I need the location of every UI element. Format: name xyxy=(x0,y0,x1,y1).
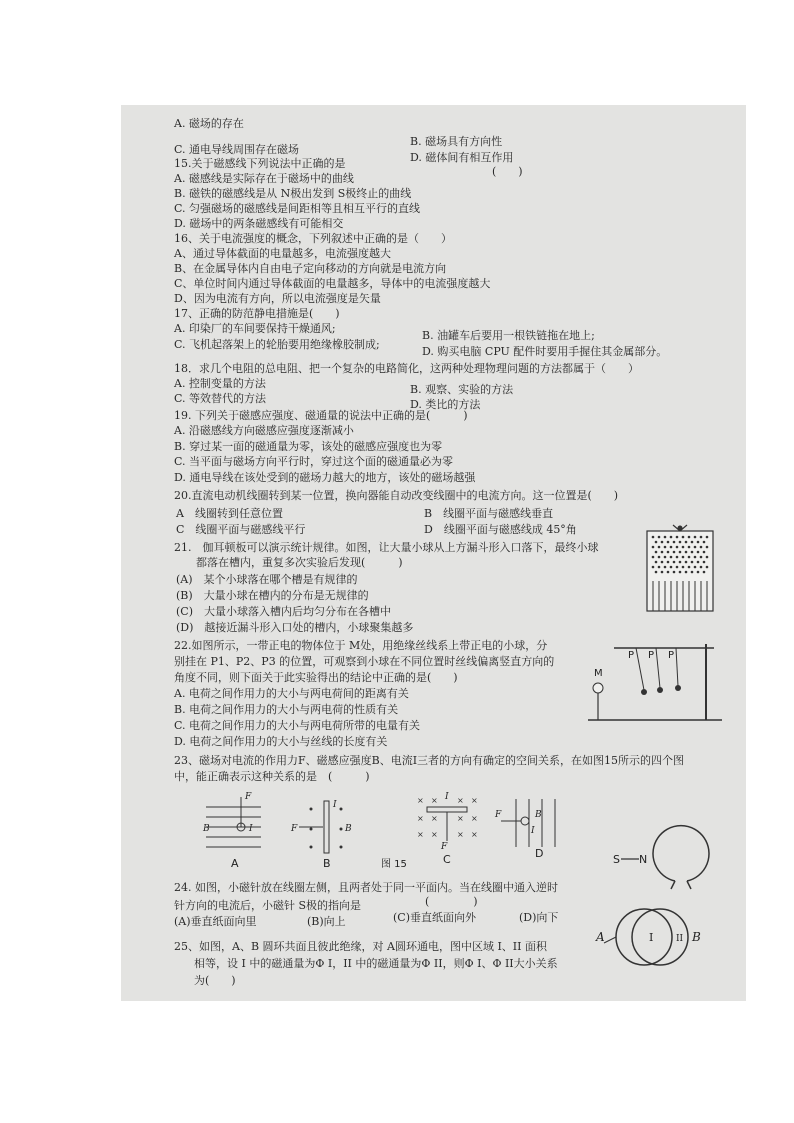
svg-text:×: × xyxy=(471,814,478,823)
q24-stem-2: 针方向的电流后，小磁针 S极的指向是 xyxy=(174,899,362,912)
fig15-d-f: F xyxy=(495,810,502,820)
fig15-label-a: A xyxy=(231,857,239,870)
svg-text:×: × xyxy=(417,796,424,805)
q24-option-d: (D)向下 xyxy=(519,911,559,924)
fig15-b-f: F xyxy=(291,824,298,834)
q20-option-c: C 线圈平面与磁感线平行 xyxy=(176,523,306,536)
q17-option-a: A. 印染厂的车间要保持干燥通风; xyxy=(174,322,336,335)
q25-stem-2: 相等，设 I 中的磁通量为Φ I，II 中的磁通量为Φ II，则Φ I、Φ II大小关系 xyxy=(194,957,558,970)
q17-option-d: D. 购买电脑 CPU 配件时要用手握住其金属部分。 xyxy=(422,345,668,358)
fig15-a-i: I xyxy=(249,824,253,834)
q20-option-b: B 线圈平面与磁感线垂直 xyxy=(424,507,554,520)
q24-answer-blank: ( ) xyxy=(425,895,478,908)
svg-text:×: × xyxy=(457,814,464,823)
ring-a-label: A xyxy=(596,930,605,944)
p-label-1: P xyxy=(628,650,635,661)
q25-stem-1: 25、如图，A、B 圆环共面且彼此绝缘，对 A圆环通电，图中区域 I、II 面积 xyxy=(174,940,547,953)
q18-option-a: A. 控制变量的方法 xyxy=(174,377,266,390)
svg-text:×: × xyxy=(471,830,478,839)
q21-stem-1: 21. 伽耳顿板可以演示统计规律。如图，让大量小球从上方漏斗形入口落下，最终小球 xyxy=(174,541,599,554)
q18-option-b: B. 观察、实验的方法 xyxy=(410,383,514,396)
q17-option-b: B. 油罐车后要用一根铁链拖在地上; xyxy=(422,329,595,342)
galton-board-figure xyxy=(645,525,715,613)
q21-option-d: (D) 越接近漏斗形入口处的槽内，小球聚集越多 xyxy=(176,621,414,634)
p-label-3: P xyxy=(668,650,675,661)
q21-option-a: (A) 某个小球落在哪个槽是有规律的 xyxy=(176,573,358,586)
region-ii-label: II xyxy=(676,934,684,944)
q14-option-a: A. 磁场的存在 xyxy=(174,117,244,130)
fig15-b-i: I xyxy=(333,800,337,810)
p-label-2: P xyxy=(648,650,655,661)
q23-stem-2: 中，能正确表示这种关系的是 ( ) xyxy=(174,770,370,783)
region-i-label: I xyxy=(649,931,654,944)
q22-stem-1: 22.如图所示，一带正电的物体位于 M处，用绝缘丝线系上带正电的小球，分 xyxy=(174,639,548,652)
q19-option-d: D. 通电导线在该处受到的磁场力越大的地方，该处的磁场越强 xyxy=(174,471,476,484)
q22-stem-3: 角度不同，则下面关于此实验得出的结论中正确的是( ) xyxy=(174,671,458,684)
q19-option-c: C. 当平面与磁场方向平行时，穿过这个面的磁通量必为零 xyxy=(174,455,454,468)
fig15-a-f: F xyxy=(245,792,252,802)
figure-15 xyxy=(191,787,571,869)
q17-stem: 17、正确的防范静电措施是( ) xyxy=(174,307,340,320)
q19-option-a: A. 沿磁感线方向磁感应强度逐渐减小 xyxy=(174,424,354,437)
q25-stem-3: 为( ) xyxy=(194,974,236,987)
fig15-c-i: I xyxy=(445,792,449,802)
q21-option-b: (B) 大量小球在槽内的分布是无规律的 xyxy=(176,589,369,602)
q16-option-a: A、通过导体截面的电量越多，电流强度越大 xyxy=(174,247,391,260)
q19-stem: 19. 下列关于磁感应强度、磁通量的说法中正确的是( ) xyxy=(174,409,468,422)
svg-text:×: × xyxy=(417,830,424,839)
q14-option-b: B. 磁场具有方向性 xyxy=(410,135,503,148)
q15-stem: 15.关于磁感线下列说法中正确的是 xyxy=(174,157,346,170)
q22-option-b: B. 电荷之间作用力的大小与两电荷的性质有关 xyxy=(174,703,399,716)
q15-option-c: C. 匀强磁场的磁感线是间距相等且相互平行的直线 xyxy=(174,202,421,215)
q19-option-b: B. 穿过某一面的磁通量为零，该处的磁感应强度也为零 xyxy=(174,440,443,453)
q15-option-d: D. 磁场中的两条磁感线有可能相交 xyxy=(174,217,344,230)
fig15-label-b: B xyxy=(323,857,331,870)
magnet-coil-figure xyxy=(609,821,699,891)
magnet-n-label: N xyxy=(639,853,648,866)
q18-option-c: C. 等效替代的方法 xyxy=(174,392,267,405)
q20-option-d: D 线圈平面与磁感线成 45°角 xyxy=(424,523,577,536)
exam-page-photo xyxy=(121,105,746,1001)
fig15-d-i: I xyxy=(531,826,535,836)
q23-stem-1: 23、磁场对电流的作用力F、磁感应强度B、电流I三者的方向有确定的空间关系，在如图15所示的四个图 xyxy=(174,754,685,767)
q15-option-a: A. 磁感线是实际存在于磁场中的曲线 xyxy=(174,172,354,185)
q16-stem: 16、关于电流强度的概念，下列叙述中正确的是（ ） xyxy=(174,232,452,245)
q14-option-c: C. 通电导线周围存在磁场 xyxy=(174,143,300,156)
q15-option-b: B. 磁铁的磁感线是从 N极出发到 S极终止的曲线 xyxy=(174,187,412,200)
fig15-c-f: F xyxy=(441,842,448,852)
svg-text:×: × xyxy=(431,830,438,839)
q18-stem: 18．求几个电阻的总电阻、把一个复杂的电路简化，这两种处理物理问题的方法都属于（ ） xyxy=(174,362,639,375)
svg-text:×: × xyxy=(417,814,424,823)
q15-answer-blank: ( ) xyxy=(492,165,523,178)
q16-option-d: D、因为电流有方向，所以电流强度是矢量 xyxy=(174,292,381,305)
fig15-b-b: B xyxy=(345,824,352,834)
q22-option-d: D. 电荷之间作用力的大小与丝线的长度有关 xyxy=(174,735,388,748)
magnet-s-label: S xyxy=(613,853,620,866)
svg-text:×: × xyxy=(431,796,438,805)
fig15-label-d: D xyxy=(535,847,544,860)
m-label: M xyxy=(594,668,603,679)
q18-option-d: D. 类比的方法 xyxy=(410,398,481,411)
q16-option-b: B、在金属导体内自由电子定向移动的方向就是电流方向 xyxy=(174,262,447,275)
q22-option-c: C. 电荷之间作用力的大小与两电荷所带的电量有关 xyxy=(174,719,421,732)
svg-text:×: × xyxy=(471,796,478,805)
ring-b-label: B xyxy=(692,930,701,944)
fig15-label-c: C xyxy=(443,853,451,866)
q22-option-a: A. 电荷之间作用力的大小与两电荷间的距离有关 xyxy=(174,687,409,700)
q16-option-c: C、单位时间内通过导体截面的电量越多，导体中的电流强度越大 xyxy=(174,277,491,290)
q24-option-c: (C)垂直纸面向外 xyxy=(393,911,476,924)
q24-option-a: (A)垂直纸面向里 xyxy=(174,915,257,928)
charge-thread-figure xyxy=(584,640,724,725)
q22-stem-2: 别挂在 P1、P2、P3 的位置，可观察到小球在不同位置时丝线偏离竖直方向的 xyxy=(174,655,555,668)
svg-text:×: × xyxy=(457,796,464,805)
svg-text:×: × xyxy=(431,814,438,823)
fig15-a-b: B xyxy=(203,824,210,834)
q21-option-c: (C) 大量小球落入槽内后均匀分布在各槽中 xyxy=(176,605,391,618)
q20-stem: 20.直流电动机线圈转到某一位置，换向器能自动改变线圈中的电流方向。这一位置是( ) xyxy=(174,489,619,502)
q24-option-b: (B)向上 xyxy=(307,915,346,928)
svg-text:×: × xyxy=(457,830,464,839)
fig15-d-b: B xyxy=(535,810,542,820)
q21-stem-2: 都落在槽内，重复多次实验后发现( ) xyxy=(196,556,403,569)
q14-option-d: D. 磁体间有相互作用 xyxy=(410,151,514,164)
q17-option-c: C. 飞机起落架上的轮胎要用绝缘橡胶制成; xyxy=(174,338,380,351)
q24-stem-1: 24. 如图，小磁针放在线圈左侧，且两者处于同一平面内。当在线圈中通入逆时 xyxy=(174,881,558,894)
fig15-caption: 图 15 xyxy=(381,859,407,870)
two-rings-figure xyxy=(596,903,716,971)
q20-option-a: A 线圈转到任意位置 xyxy=(176,507,283,520)
